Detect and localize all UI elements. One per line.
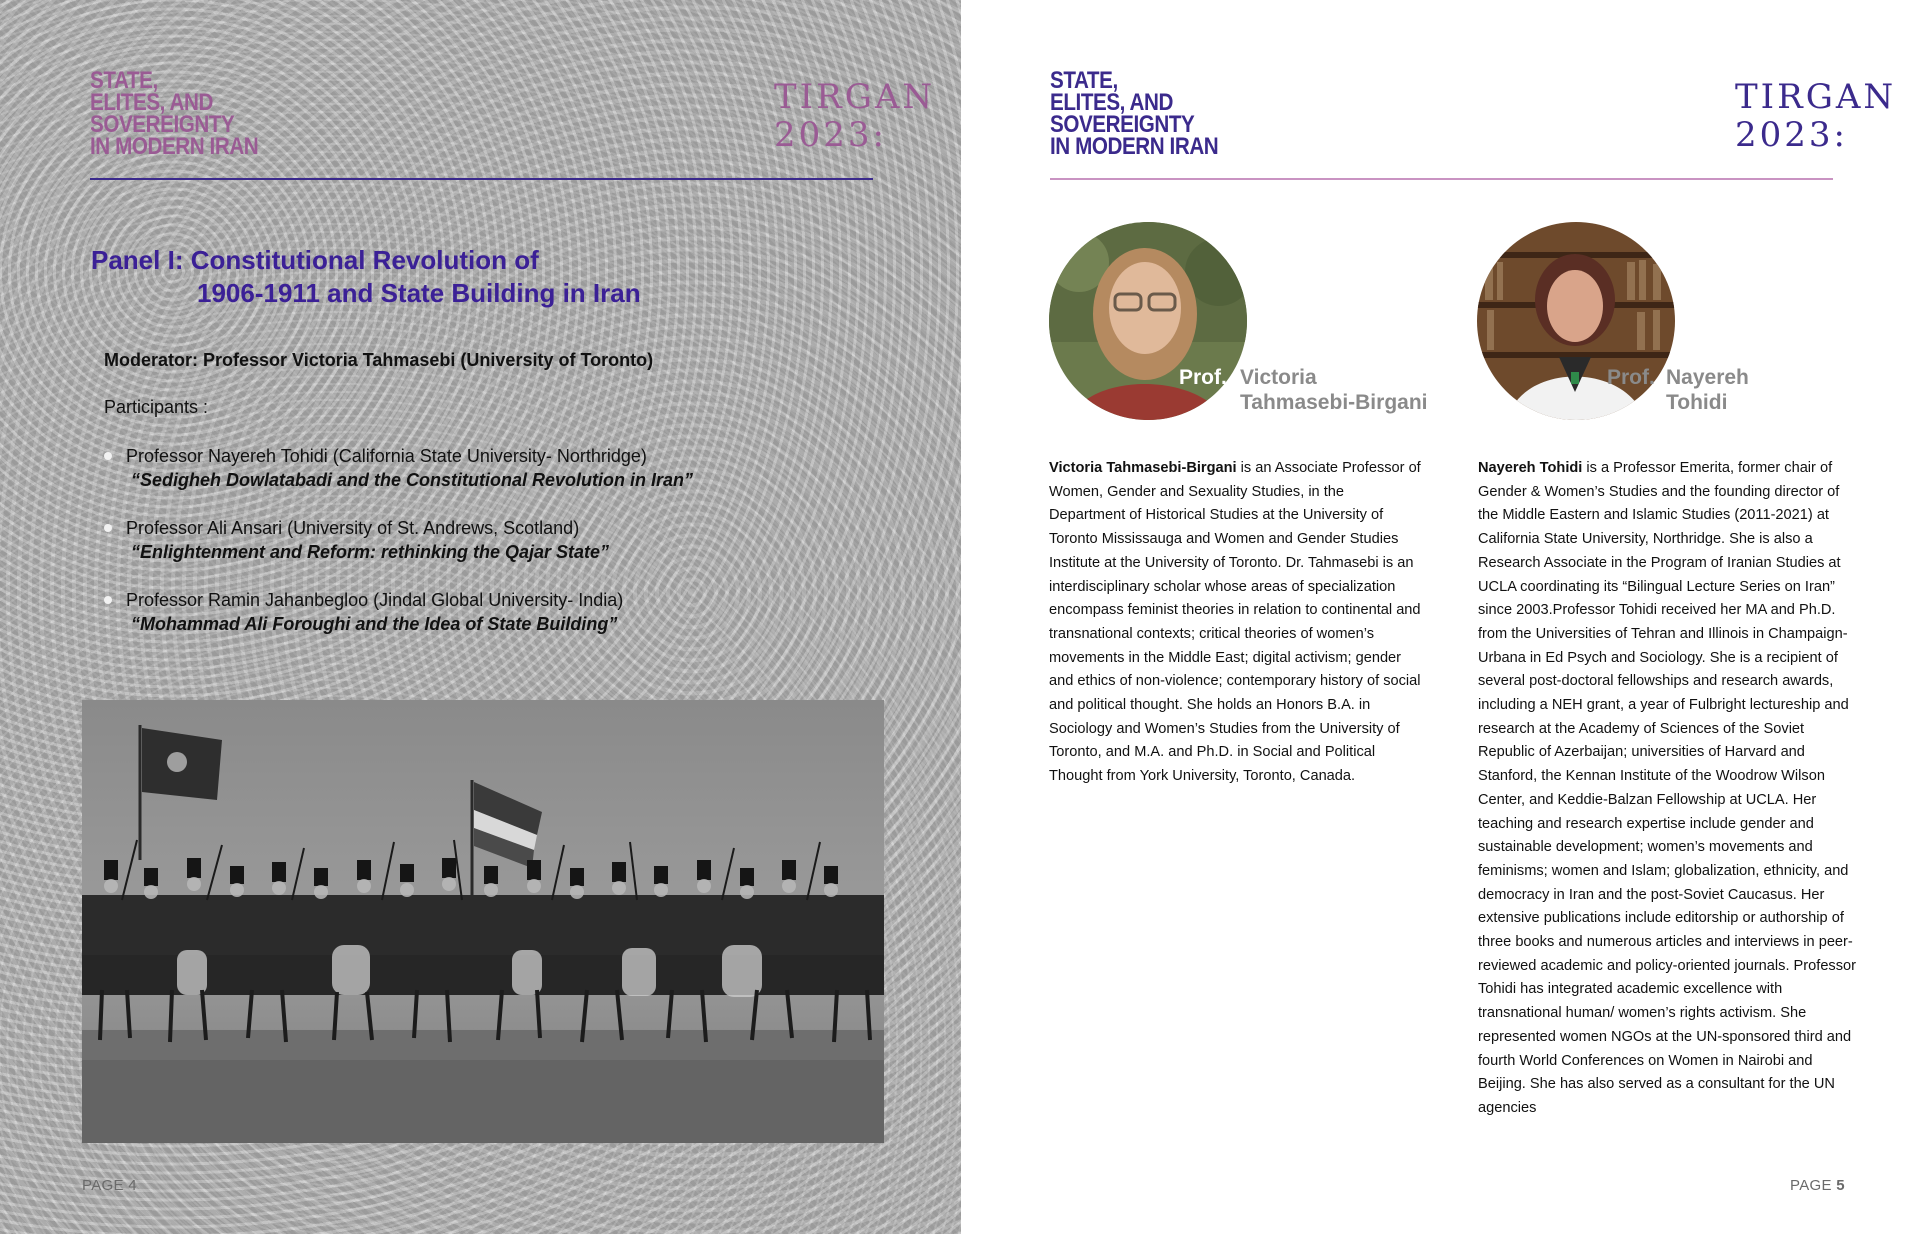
bullet-icon <box>104 596 112 604</box>
speaker-given-name: Nayereh <box>1666 366 1749 389</box>
logo-word: TIRGAN <box>774 77 936 117</box>
talk-title: “Enlightenment and Reform: rethinking the Qajar State” <box>131 542 610 562</box>
participant-item <box>104 444 884 492</box>
cavalry-illustration <box>82 700 884 1143</box>
header-divider <box>1050 178 1833 180</box>
page-label: PAGE <box>82 1177 124 1194</box>
moderator-line: Moderator: Professor Victoria Tahmasebi (University of Toronto) <box>104 350 654 370</box>
logo-year: 2023: <box>774 115 887 155</box>
bio-text: is an Associate Professor of Women, Gender and Sexuality Studies, in the Department of Historical Studies at the University of Toronto Mississauga and Women and Gender Studies Institute at the University of Toronto. Dr. Tahmasebi is an interdisciplinary scholar whose areas of specialization encompass feminist theories in relation to continental and transnational contexts; critical theories of women’s movements in the Middle East; digital activism; gender and ethics of non-violence; contemporary history of social and political thought. She holds an Honors B.A. in Sociology and Women’s Studies from the University of Toronto, and M.A. and Ph.D. in Social and Political Thought from York University, Toronto, Canada. <box>1049 460 1421 785</box>
portrait-photo <box>1049 222 1247 420</box>
participant-name: Professor Ali Ansari (University of St. Andrews, Scotland) <box>126 518 580 538</box>
series-title: STATE, ELITES, AND SOVEREIGNTY IN MODERN IRAN <box>1050 67 1219 160</box>
header-divider <box>90 178 873 180</box>
speaker-honorific: Prof. <box>1607 366 1655 389</box>
panel-title <box>91 244 641 310</box>
series-title: STATE, ELITES, AND SOVEREIGNTY IN MODERN IRAN <box>90 67 259 160</box>
logo-year: 2023: <box>1735 115 1848 155</box>
speaker-family-name: Tahmasebi-Birgani <box>1240 391 1428 414</box>
page-number <box>1790 1177 1845 1194</box>
bullet-icon <box>104 452 112 460</box>
participants-label: Participants : <box>104 397 209 417</box>
speaker-bio-tohidi <box>1478 457 1858 1121</box>
speaker-bio-tahmasebi <box>1049 457 1421 789</box>
participant-name: Professor Nayereh Tohidi (California State University- Northridge) <box>126 446 647 466</box>
portrait-photo <box>1477 222 1675 420</box>
speaker-given-name: Victoria <box>1240 366 1317 389</box>
page-number-value: 4 <box>128 1177 137 1194</box>
participant-item <box>104 588 884 636</box>
speaker-honorific: Prof. <box>1179 366 1227 389</box>
participant-list <box>104 444 884 660</box>
page-number-value: 5 <box>1836 1177 1845 1194</box>
speaker-family-name: Tohidi <box>1666 391 1728 414</box>
participant-name: Professor Ramin Jahanbegloo (Jindal Global University- India) <box>126 590 624 610</box>
tirgan-logo <box>774 77 936 155</box>
bio-text: is a Professor Emerita, former chair of Gender & Women’s Studies and the founding director of the Middle Eastern and Islamic Studies (2011-2021) at California State University, Northridge. She is also a Research Associate in the Program of Iranian Studies at UCLA coordinating its “Bilingual Lecture Series on Iran” since 2003.Professor Tohidi received her MA and Ph.D. from the Universities of Tehran and Illinois in Champaign-Urbana in Ed Psych and Sociology. She is a recipient of several post-doctoral fellowships and research awards, including a NEH grant, a year of Fulbright lectureship and research at the Academy of Sciences of the Soviet Republic of Azerbaijan; universities of Harvard and Stanford, the Kennan Institute of the Woodrow Wilson Center, and Keddie-Balzan Fellowship at UCLA. Her teaching and research expertise include gender and sustainable development; women’s movements and feminisms; women and Islam; globalization, ethnicity, and democracy in Iran and the post-Soviet Caucasus. Her extensive publications include editorship or authorship of three books and numerous articles and interviews in peer-reviewed academic and policy-oriented journals. Professor Tohidi has integrated academic excellence with transnational human/ women’s rights activism. She represented women NGOs at the UN-sponsored third and fourth World Conferences on Women in Nairobi and Beijing. She has also served as a consultant for the UN agencies <box>1478 460 1857 1116</box>
tirgan-logo <box>1735 77 1897 155</box>
talk-title: “Sedigheh Dowlatabadi and the Constitutional Revolution in Iran” <box>131 470 694 490</box>
bio-name: Nayereh Tohidi <box>1478 460 1583 476</box>
bullet-icon <box>104 524 112 532</box>
panel-title-line-2: 1906-1911 and State Building in Iran <box>197 278 641 308</box>
bio-name: Victoria Tahmasebi-Birgani <box>1049 460 1237 476</box>
logo-word: TIRGAN <box>1735 77 1897 117</box>
talk-title: “Mohammad Ali Foroughi and the Idea of State Building” <box>131 614 618 634</box>
page-5 <box>961 0 1920 1234</box>
page-number <box>82 1177 137 1194</box>
historic-cavalry-photo <box>82 700 884 1143</box>
speaker-portrait <box>1477 222 1675 420</box>
panel-title-line-1: Panel I: Constitutional Revolution of <box>91 245 539 275</box>
participant-item <box>104 516 884 564</box>
page-label: PAGE <box>1790 1177 1832 1194</box>
speaker-portrait <box>1049 222 1247 420</box>
